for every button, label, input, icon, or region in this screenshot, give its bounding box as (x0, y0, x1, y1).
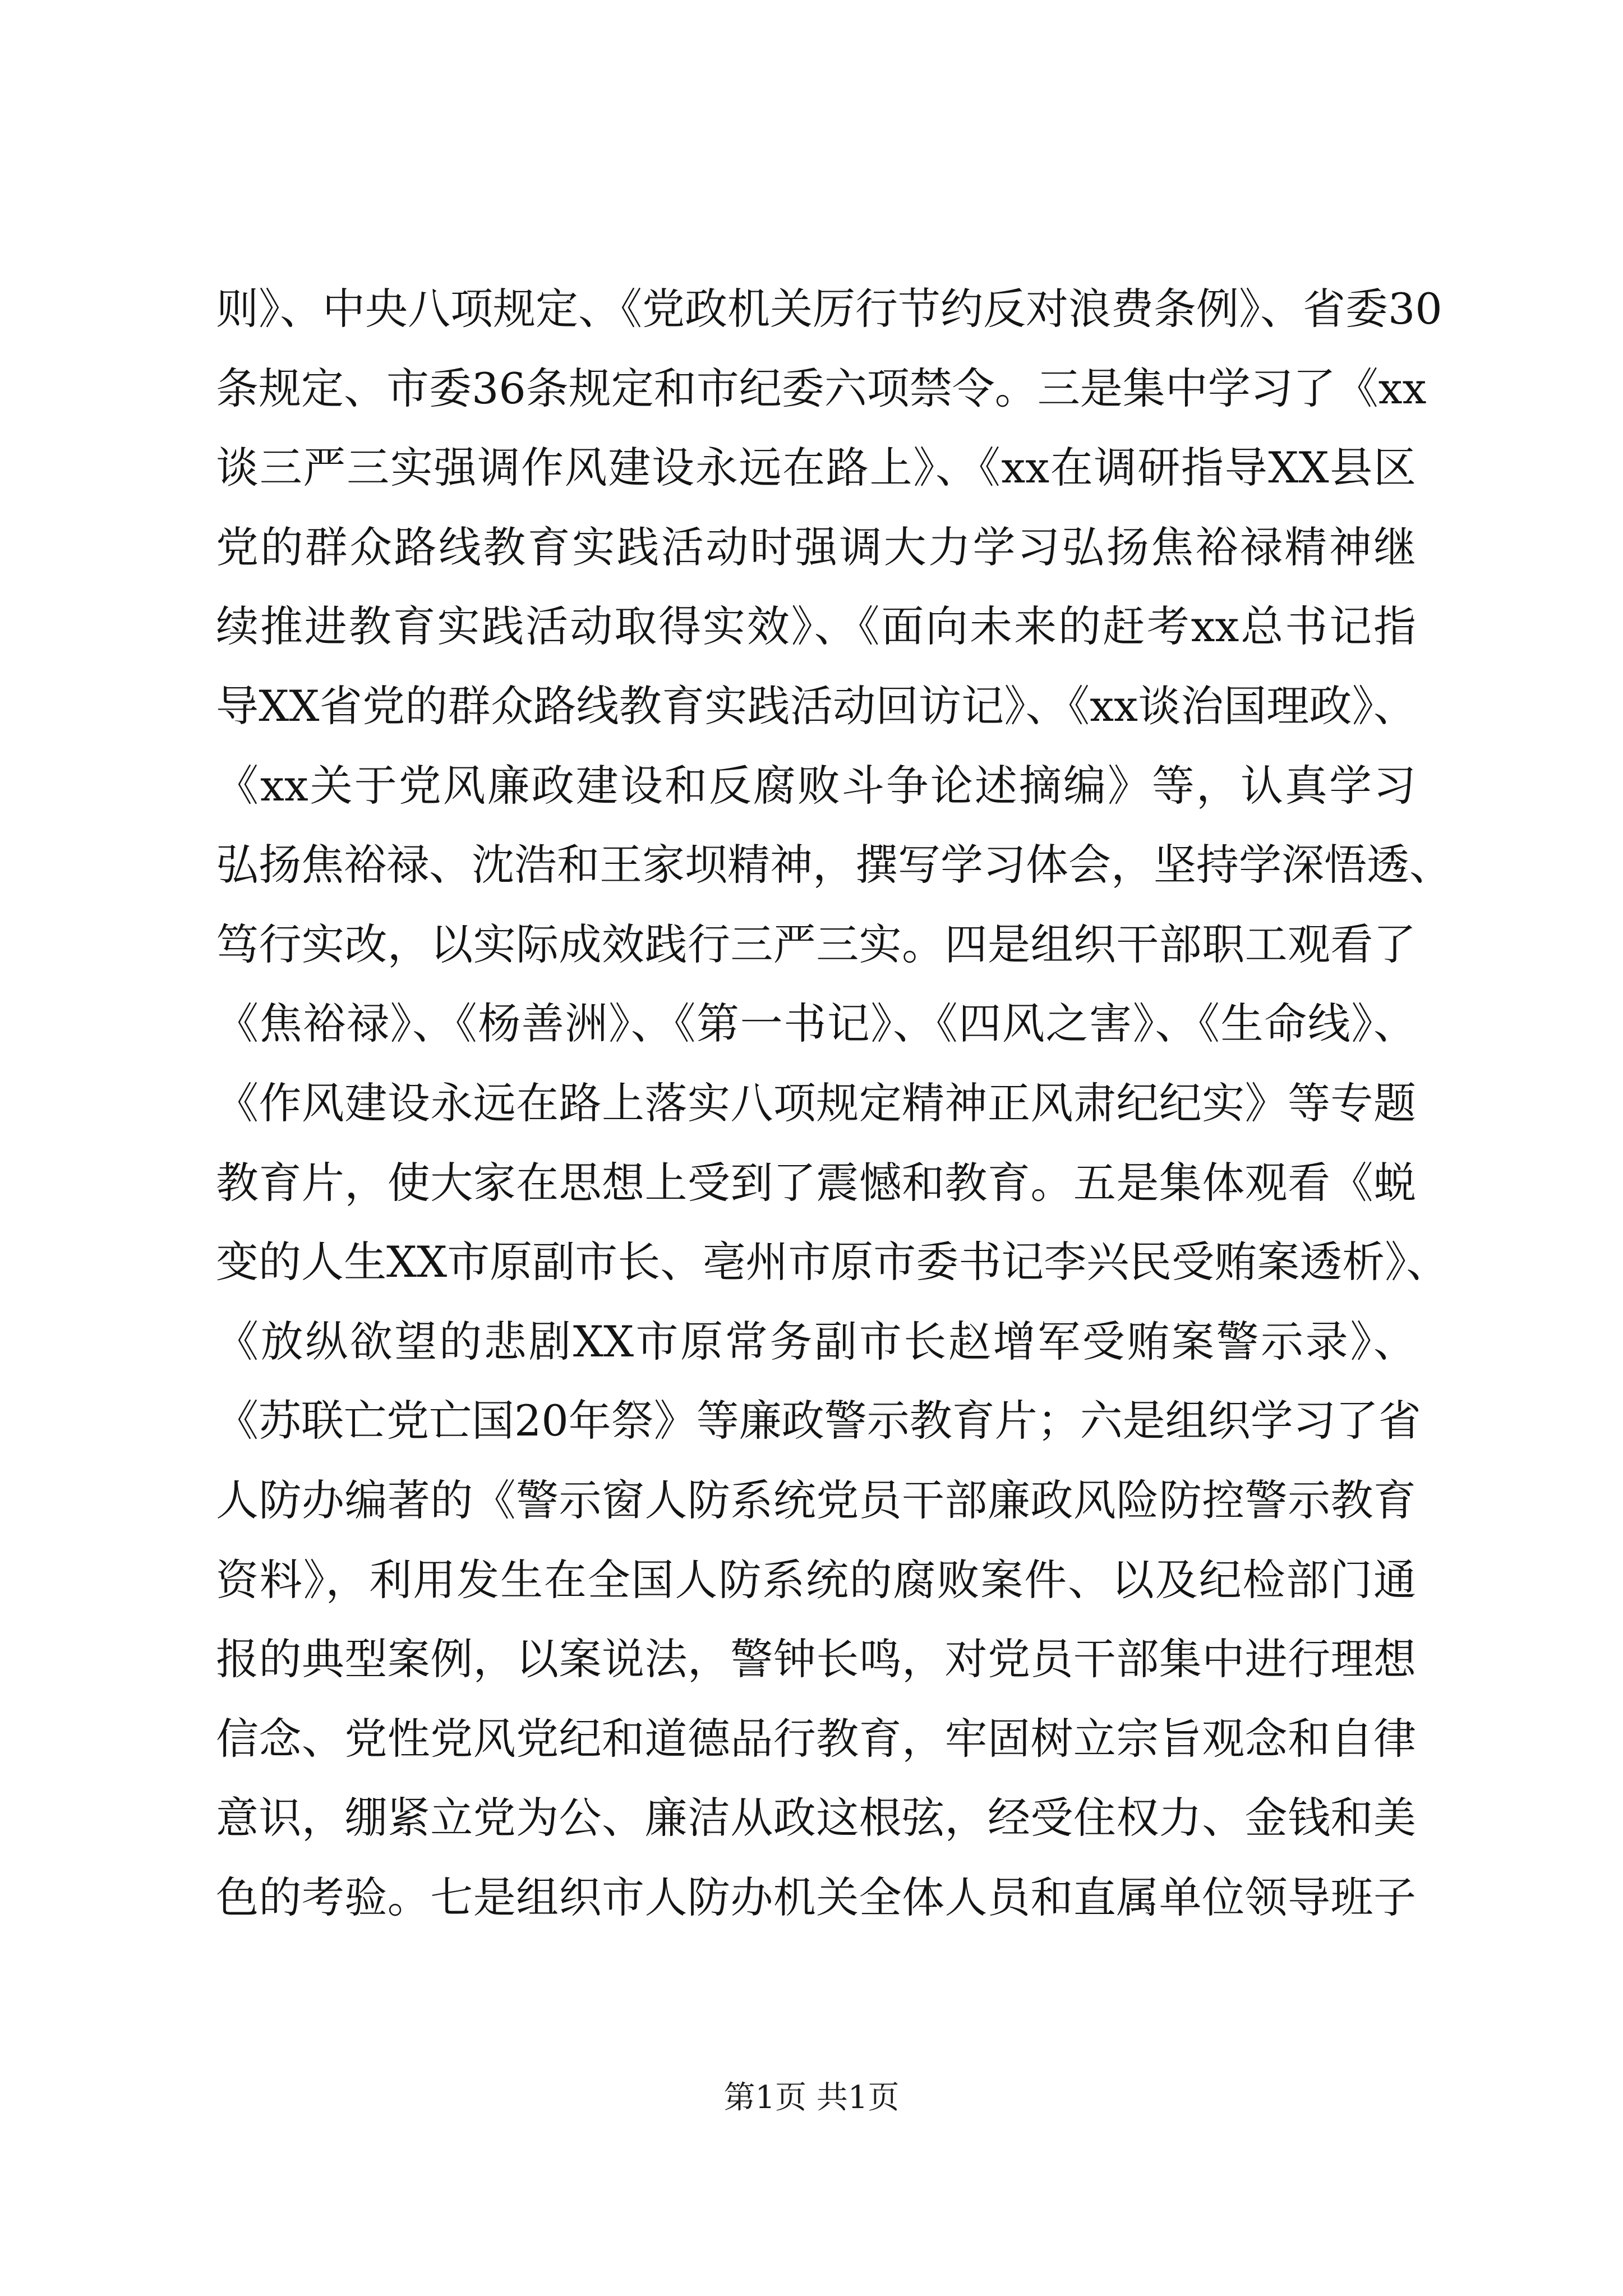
text-line: 笃行实改，以实际成效践行三严三实。四是组织干部职工观看了 (216, 919, 1416, 969)
page-number-footer: 第1页 共1页 (723, 2079, 900, 2116)
text-line: 则》、中央八项规定、《党政机关厉行节约反对浪费条例》、省委30 (216, 284, 1442, 334)
text-line: 谈三严三实强调作风建设永远在路上》、《xx在调研指导XX县区 (216, 443, 1416, 493)
text-line: 弘扬焦裕禄、沈浩和王家坝精神，撰写学习体会，坚持学深悟透、 (216, 840, 1452, 890)
text-line: 意识，绷紧立党为公、廉洁从政这根弦，经受住权力、金钱和美 (216, 1793, 1416, 1843)
text-line: 人防办编著的《警示窗人防系统党员干部廉政风险防控警示教育 (216, 1475, 1416, 1525)
text-line: 《放纵欲望的悲剧XX市原常务副市长赵增军受贿案警示录》、 (216, 1316, 1416, 1366)
text-line: 信念、党性党风党纪和道德品行教育，牢固树立宗旨观念和自律 (216, 1713, 1416, 1764)
document-body (216, 269, 1452, 1937)
text-line: 变的人生XX市原副市长、亳州市原市委书记李兴民受贿案透析》、 (216, 1237, 1449, 1287)
text-line: 导XX省党的群众路线教育实践活动回访记》、《xx谈治国理政》、 (216, 680, 1416, 731)
text-line: 资料》，利用发生在全国人防系统的腐败案件、以及纪检部门通 (216, 1554, 1416, 1605)
text-line: 教育片，使大家在思想上受到了震憾和教育。五是集体观看《蜕 (216, 1157, 1416, 1208)
text-line: 《焦裕禄》、《杨善洲》、《第一书记》、《四风之害》、《生命线》、 (216, 999, 1416, 1049)
text-line: 条规定、市委36条规定和市纪委六项禁令。三是集中学习了《xx (216, 363, 1427, 413)
text-line: 《作风建设永远在路上落实八项规定精神正风肃纪纪实》等专题 (216, 1078, 1416, 1128)
text-line: 党的群众路线教育实践活动时强调大力学习弘扬焦裕禄精神继 (216, 522, 1416, 572)
text-line: 《苏联亡党亡国20年祭》等廉政警示教育片；六是组织学习了省 (216, 1396, 1421, 1446)
text-line: 续推进教育实践活动取得实效》、《面向未来的赶考xx总书记指 (216, 601, 1416, 652)
text-line: 色的考验。七是组织市人防办机关全体人员和直属单位领导班子 (216, 1872, 1416, 1922)
text-line: 《xx关于党风廉政建设和反腐败斗争论述摘编》等，认真学习 (216, 760, 1416, 811)
text-line: 报的典型案例，以案说法，警钟长鸣，对党员干部集中进行理想 (216, 1634, 1416, 1685)
